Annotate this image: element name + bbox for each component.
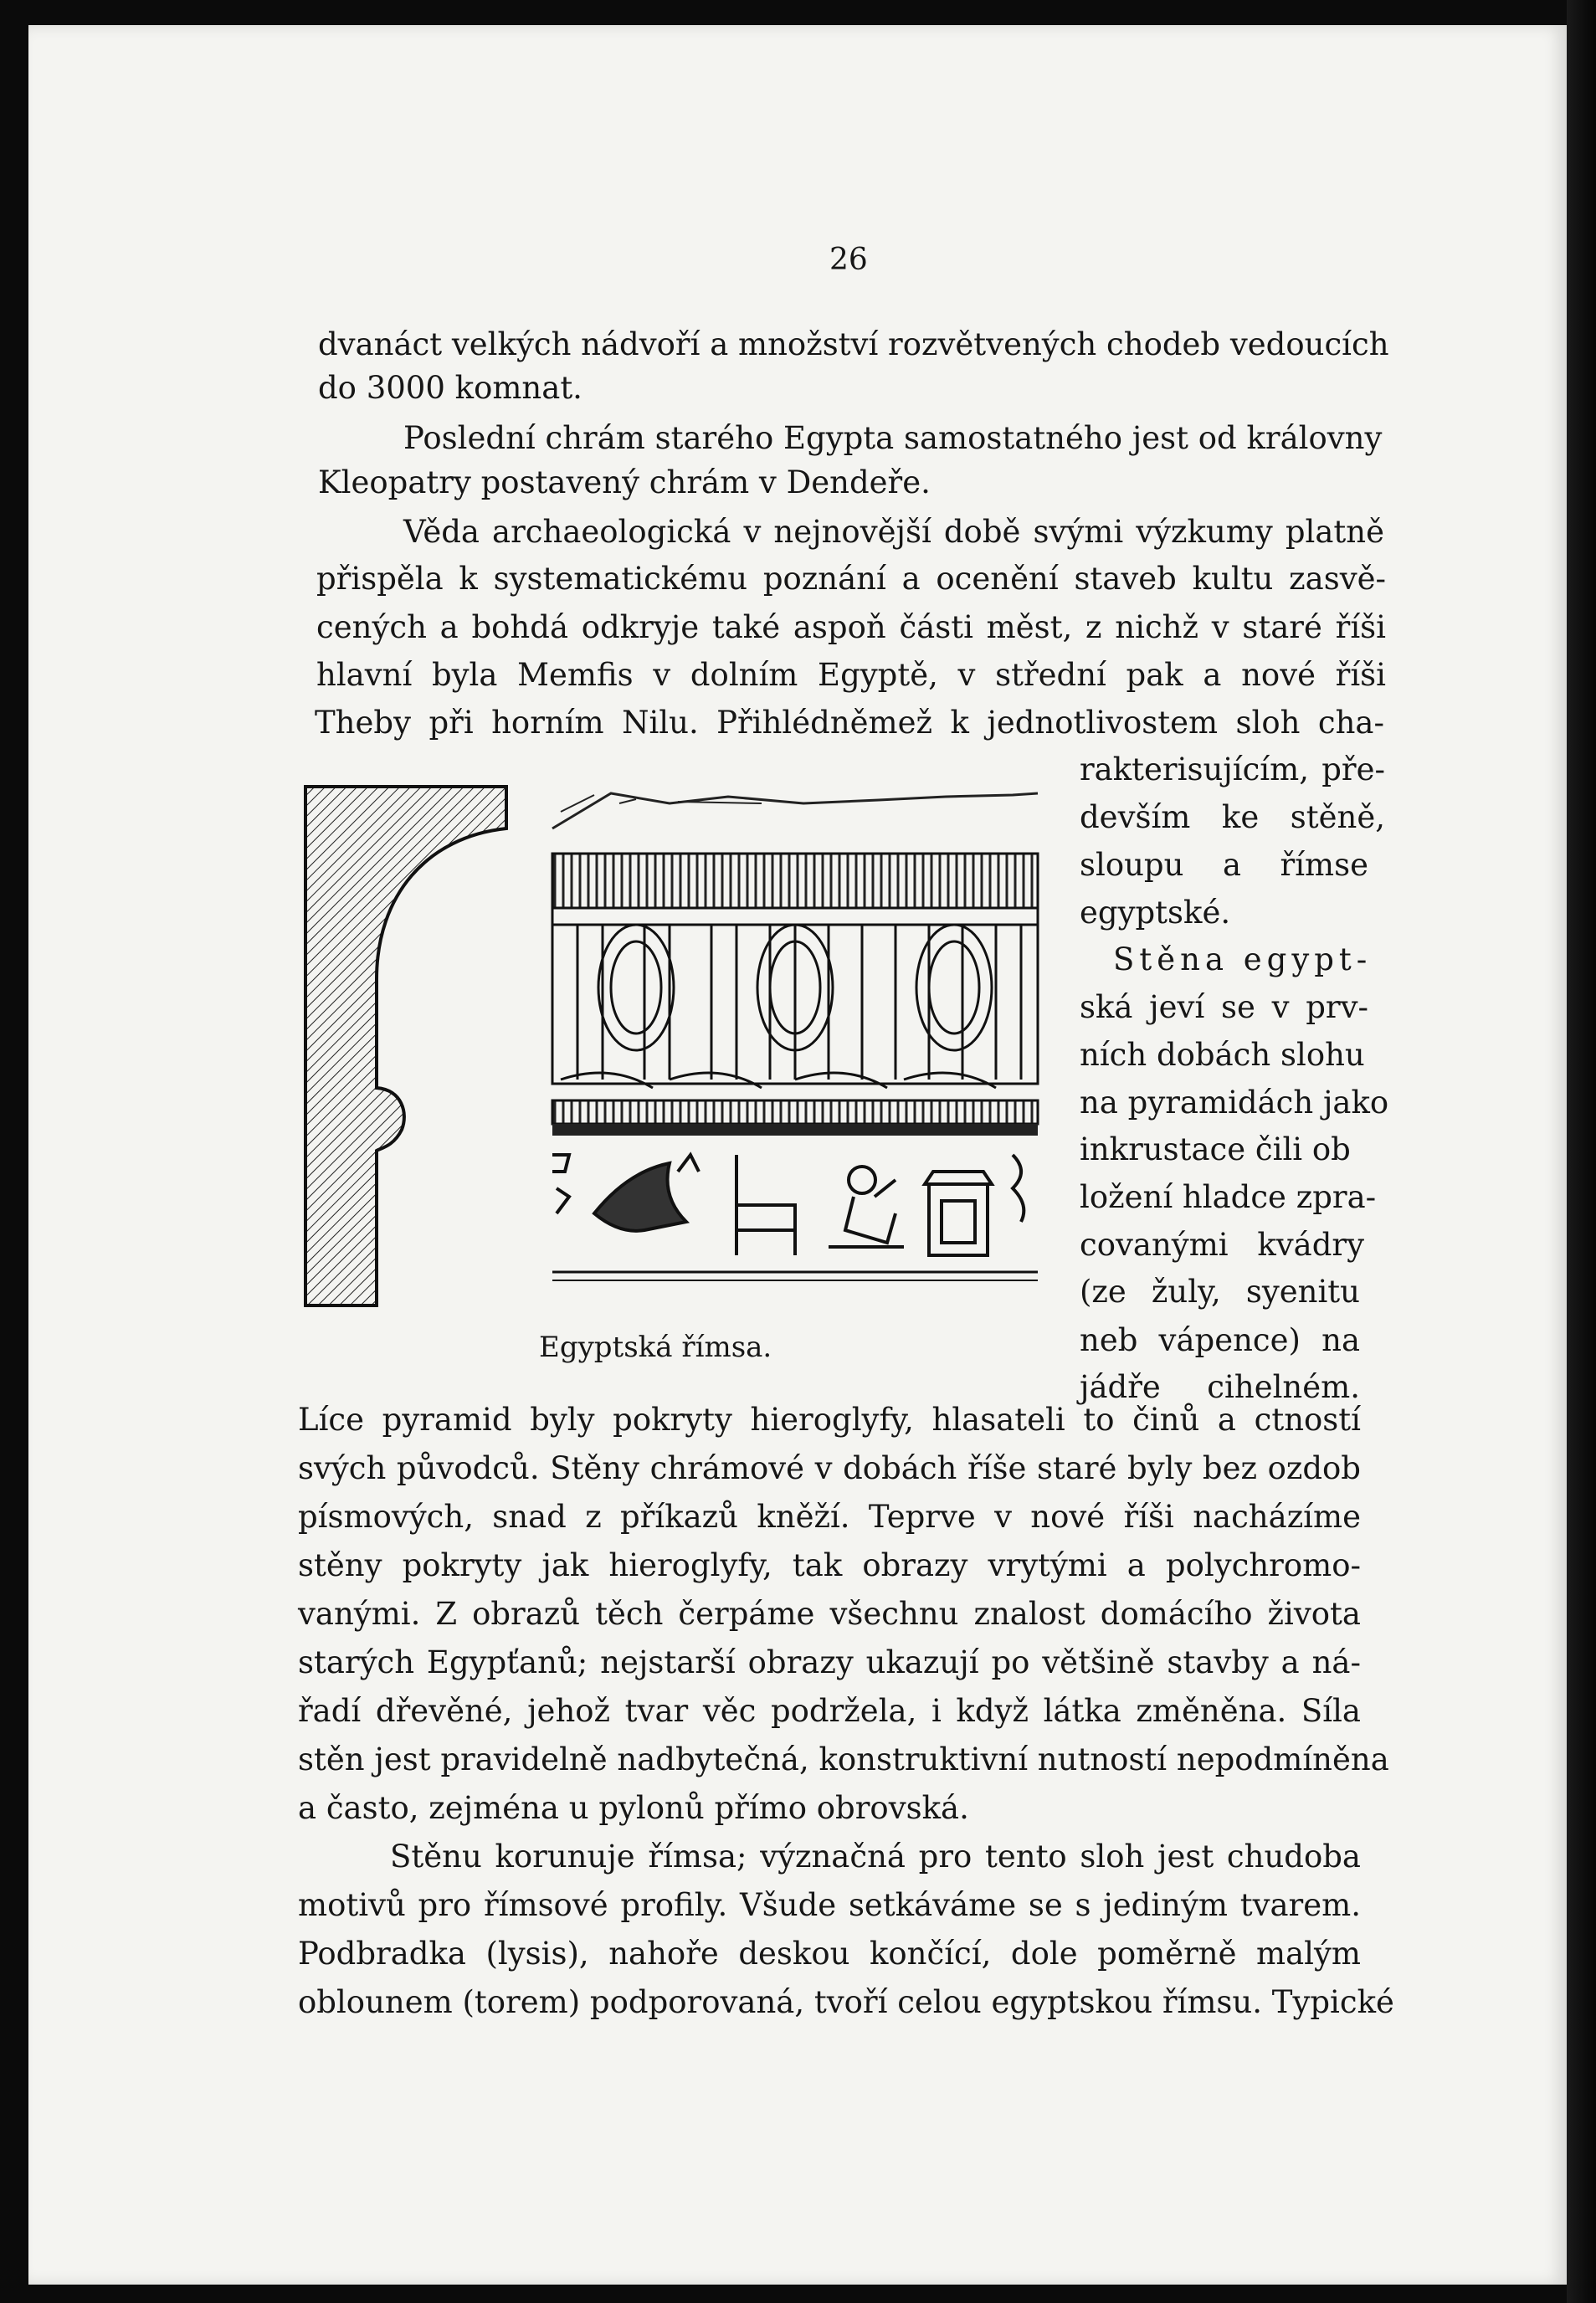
side-line: na pyramidách jako — [1080, 1085, 1389, 1121]
page-number: 26 — [829, 243, 868, 277]
body-line: Theby při horním Nilu. Přihlédněmež k jednotlivostem sloh cha- — [315, 705, 1384, 741]
body-line: do 3000 komnat. — [318, 370, 582, 406]
body-line: řadí dřevěné, jehož tvar věc podržela, i když látka změněna. Síla — [298, 1693, 1361, 1729]
body-line: Kleopatry postavený chrám v Dendeře. — [318, 464, 931, 500]
side-line: sloupu a římse — [1080, 847, 1368, 883]
body-line: oblounem (torem) podporovaná, tvoří celou egyptskou římsu. Typické — [298, 1984, 1394, 2020]
body-line: motivů pro římsové profily. Všude setkáváme se s jediným tvarem. — [298, 1887, 1361, 1923]
cornice-profile-icon — [305, 787, 506, 1305]
body-line: dvanáct velkých nádvoří a množství rozvětvených chodeb vedoucích — [318, 326, 1389, 362]
body-line: vanými. Z obrazů těch čerpáme všechnu znalost domácího života — [298, 1596, 1361, 1632]
side-line: ních dobách slohu — [1080, 1037, 1365, 1073]
body-line: přispěla k systematickému poznání a ocenění staveb kultu zasvě- — [316, 561, 1386, 597]
body-line: hlavní byla Memfis v dolním Egyptě, v střední pak a nové říši — [316, 657, 1386, 693]
body-line: starých Egypťanů; nejstarší obrazy ukazují po většině stavby a ná- — [298, 1644, 1361, 1680]
scan-edge — [1567, 0, 1596, 2303]
body-line: písmových, snad z příkazů kněží. Teprve v nové říši nacházíme — [298, 1499, 1361, 1535]
side-line: jádře cihelném. — [1080, 1369, 1360, 1405]
side-line: egyptské. — [1080, 895, 1231, 931]
body-line: Líce pyramid byly pokryty hieroglyfy, hlasateli to činů a ctností — [298, 1402, 1361, 1438]
body-line: stěn jest pravidelně nadbytečná, konstruktivní nutností nepodmíněna — [298, 1741, 1389, 1777]
body-line: stěny pokryty jak hieroglyfy, tak obrazy vrytými a polychromo- — [298, 1547, 1361, 1583]
body-line: Věda archaeologická v nejnovější době svými výzkumy platně — [403, 514, 1384, 550]
body-line: svých původců. Stěny chrámové v dobách říše staré byly bez ozdob — [298, 1450, 1361, 1486]
side-line: rakterisujícím, pře- — [1080, 751, 1385, 787]
body-line: cených a bohdá odkryje také aspoň části měst, z nichž v staré říši — [316, 609, 1386, 645]
side-line: neb vápence) na — [1080, 1322, 1360, 1358]
cornice-elevation-icon — [552, 793, 1038, 1280]
side-line: inkrustace čili ob — [1080, 1131, 1351, 1167]
body-line: Stěnu korunuje římsa; význačná pro tento sloh jest chudoba — [390, 1839, 1361, 1875]
side-line: devším ke stěně, — [1080, 799, 1385, 835]
body-line: a často, zejména u pylonů přímo obrovská. — [298, 1790, 969, 1826]
side-line: covanými kvádry — [1080, 1227, 1364, 1263]
body-line: Podbradka (lysis), nahoře deskou končící, dole poměrně malým — [298, 1936, 1361, 1972]
side-line: Stěna egypt- — [1113, 941, 1373, 977]
egyptian-cornice-figure — [301, 778, 1055, 1331]
body-line: Poslední chrám starého Egypta samostatného jest od královny — [403, 420, 1383, 456]
side-line: ská jeví se v prv- — [1080, 989, 1368, 1025]
side-line: ložení hladce zpra- — [1080, 1179, 1377, 1215]
side-line: (ze žuly, syenitu — [1080, 1274, 1360, 1310]
figure-caption: Egyptská římsa. — [539, 1331, 772, 1364]
